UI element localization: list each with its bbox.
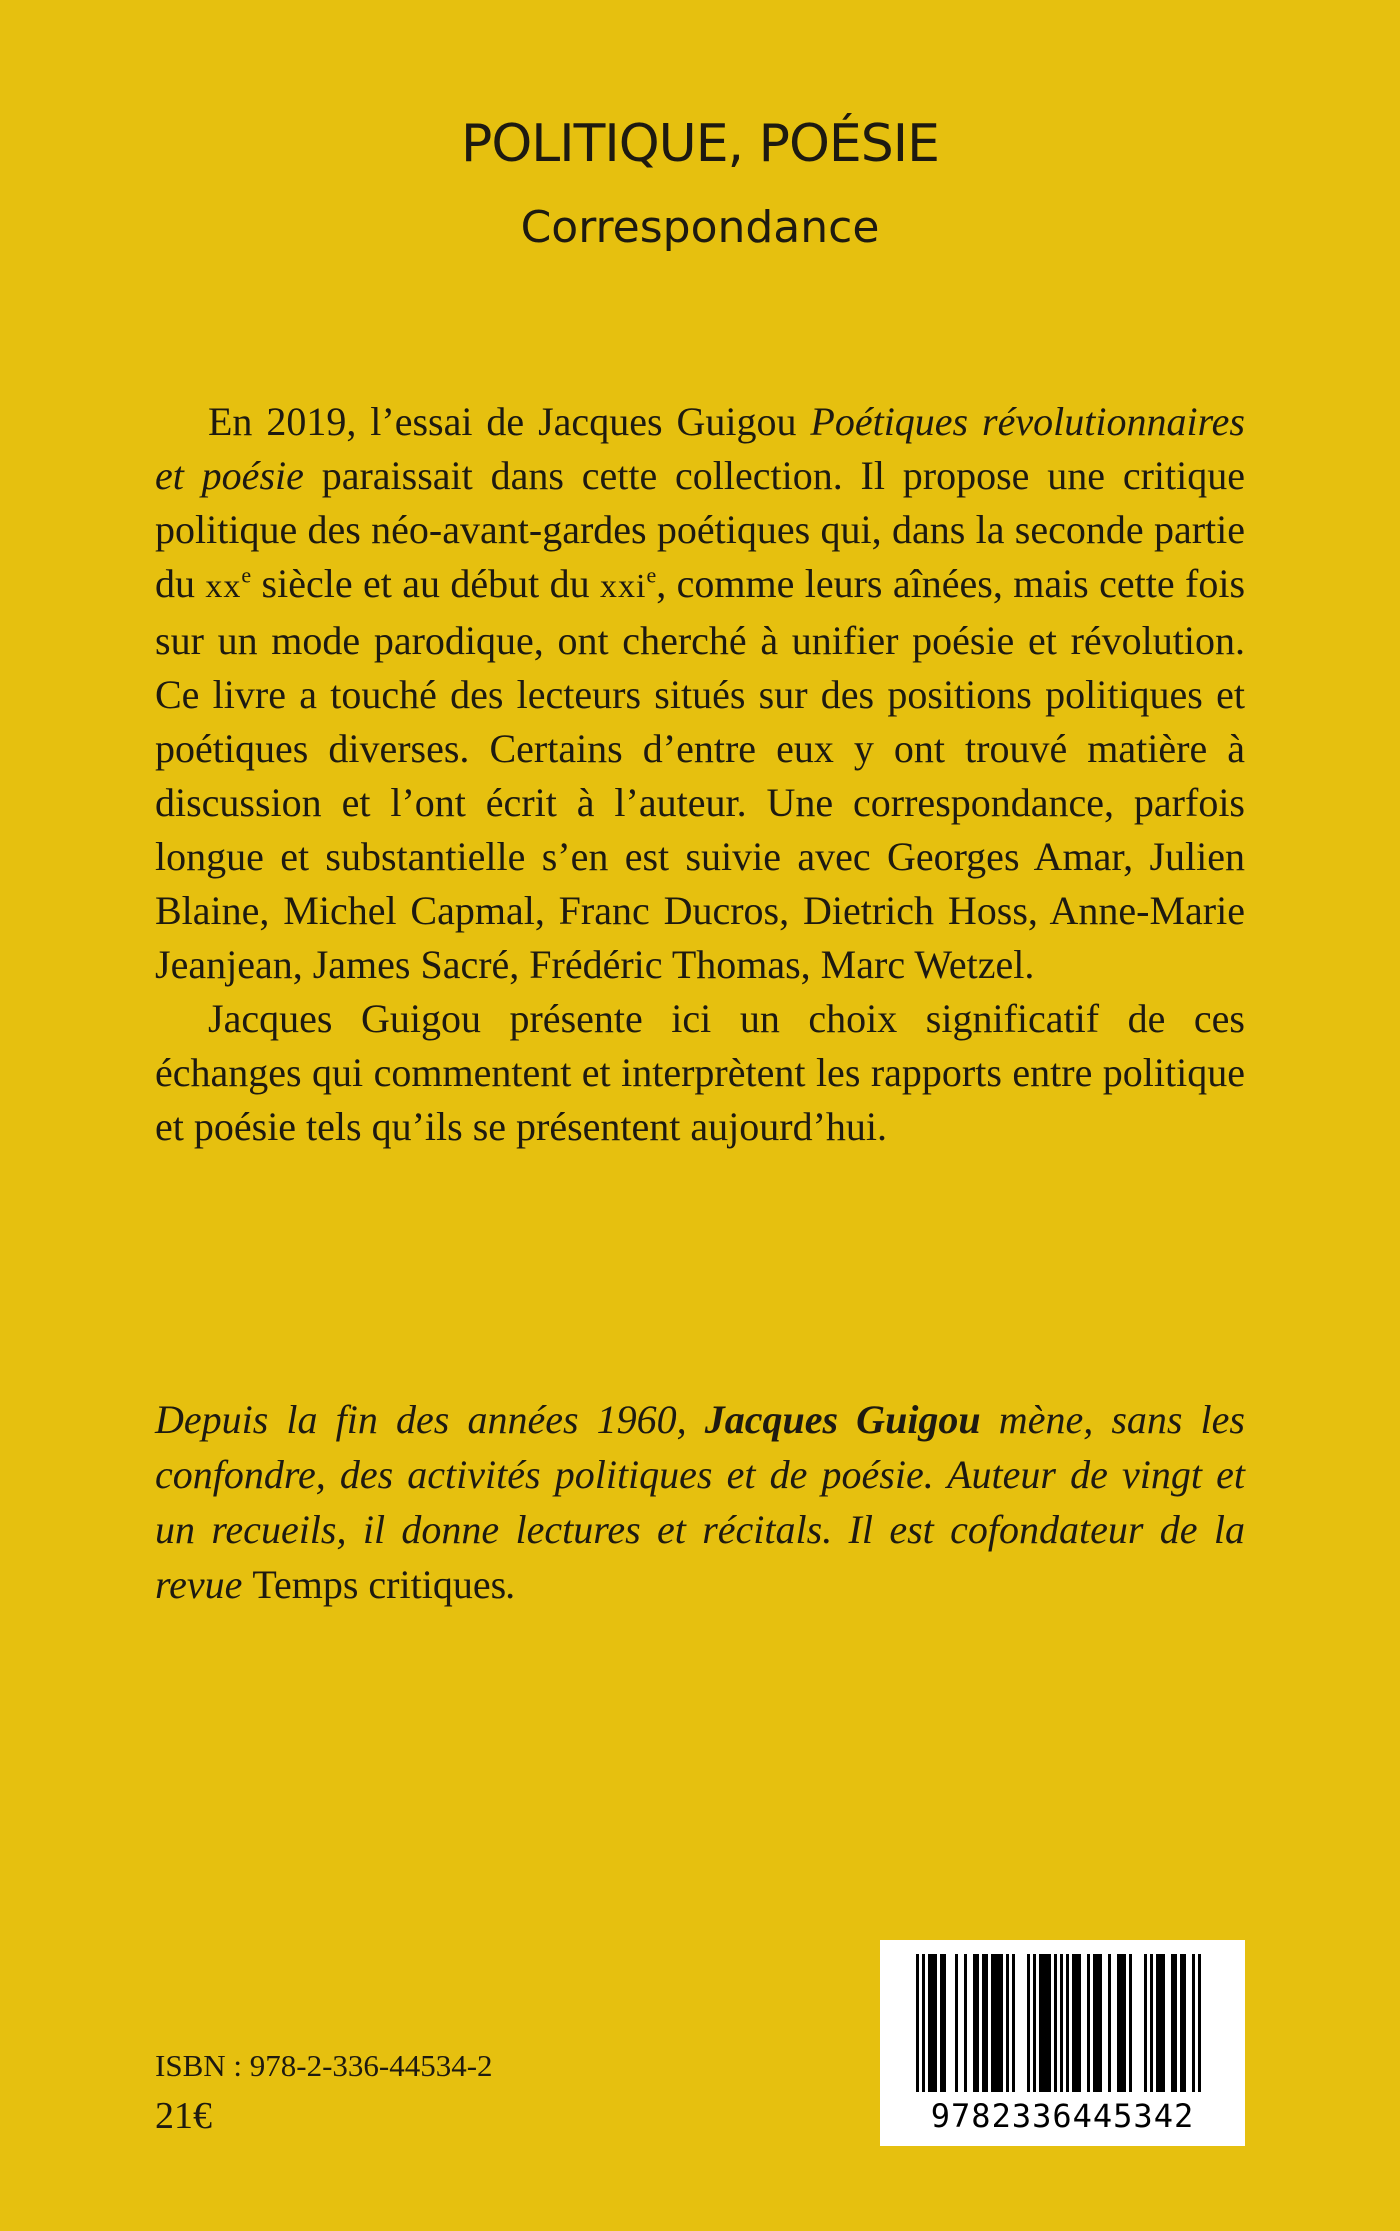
bio-text: mène, sans les confondre, des activités politiques et de poésie. Auteur de vingt et un recueils, il donne lectures et récitals. Il est cofondateur de la revue — [155, 1397, 1245, 1607]
barcode-bar — [928, 1954, 937, 2092]
barcode-bar — [955, 1954, 958, 2092]
barcode-bar — [1054, 1954, 1057, 2092]
description-paragraph-2: Jacques Guigou présente ici un choix significatif de ces échanges qui commentent et interprètent les rapports entre politique et poésie tels qu’ils se présentent aujourd’hui. — [155, 996, 1245, 1149]
description-text: paraissait dans cette collection. Il propose une critique politique des néo-avant-gardes poétiques qui, dans la seconde partie du — [155, 453, 1245, 606]
barcode-bar — [1192, 1954, 1195, 2092]
bio-text: Depuis la fin des années 1960, — [155, 1397, 705, 1442]
description-text: , comme leurs aînées, mais cette fois sur un mode parodique, ont cherché à unifier poésie et révolution. Ce livre a touché des lecteurs situés sur des positions politiques et poétiques diverses. Certains d’entre eux y ont trouvé matière à discussion et l’ont écrit à l’auteur. Une correspondance, parfois longue et substantielle s’en est suivie avec Georges Amar, Julien Blaine, Michel Capmal, Franc Ducros, Dietrich Hoss, Anne-Marie Jeanjean, James Sacré, Frédéric Thomas, Marc Wetzel. — [155, 561, 1246, 987]
barcode-bar — [1150, 1954, 1153, 2092]
barcode-bar — [1198, 1954, 1201, 2092]
description-paragraph-1 — [155, 395, 1245, 992]
isbn: ISBN : 978-2-336-44534-2 — [155, 2048, 493, 2083]
barcode-bar — [1156, 1954, 1165, 2092]
barcode-bar — [1108, 1954, 1111, 2092]
barcode-bar — [982, 1954, 988, 2092]
book-description — [155, 395, 1245, 1154]
book-title: POLITIQUE, POÉSIE — [461, 114, 939, 174]
description-text: siècle et au début du — [251, 561, 601, 606]
price: 21€ — [155, 2095, 212, 2137]
barcode-bar — [1033, 1954, 1036, 2092]
author-name: Jacques Guigou — [704, 1397, 981, 1442]
referenced-book-title: Poétiques révolutionnaires et poésie — [155, 399, 1245, 498]
barcode-bar — [1066, 1954, 1069, 2092]
author-bio — [155, 1392, 1245, 1612]
barcode-bar — [1012, 1954, 1015, 2092]
barcode-bar — [1093, 1954, 1102, 2092]
barcode-bar — [1171, 1954, 1177, 2092]
barcode-bar — [940, 1954, 946, 2092]
barcode-bar — [1180, 1954, 1186, 2092]
barcode-digits: 9782336445342 — [930, 2097, 1195, 2135]
bio-text: . — [506, 1562, 517, 1607]
barcode-bar — [1060, 1954, 1063, 2092]
barcode-bar — [1027, 1954, 1030, 2092]
barcode-bar — [1087, 1954, 1090, 2092]
barcode-bar — [1072, 1954, 1081, 2092]
century-superscript: e — [241, 562, 252, 588]
journal-name: Temps critiques — [252, 1562, 507, 1607]
barcode — [880, 1940, 1245, 2146]
barcode-bar — [964, 1954, 967, 2092]
century-numeral: xx — [205, 568, 242, 605]
book-subtitle: Correspondance — [520, 202, 880, 253]
century-numeral: xxi — [600, 568, 647, 605]
barcode-bar — [1144, 1954, 1147, 2092]
description-text: En 2019, l’essai de Jacques Guigou — [208, 399, 811, 444]
century-superscript: e — [646, 562, 657, 588]
barcode-bar — [916, 1954, 919, 2092]
barcode-bar — [1117, 1954, 1126, 2092]
barcode-bar — [1039, 1954, 1051, 2092]
barcode-bar — [973, 1954, 979, 2092]
barcode-bar — [1006, 1954, 1009, 2092]
barcode-bar — [922, 1954, 925, 2092]
barcode-bar — [1129, 1954, 1132, 2092]
barcode-bar — [991, 1954, 1003, 2092]
